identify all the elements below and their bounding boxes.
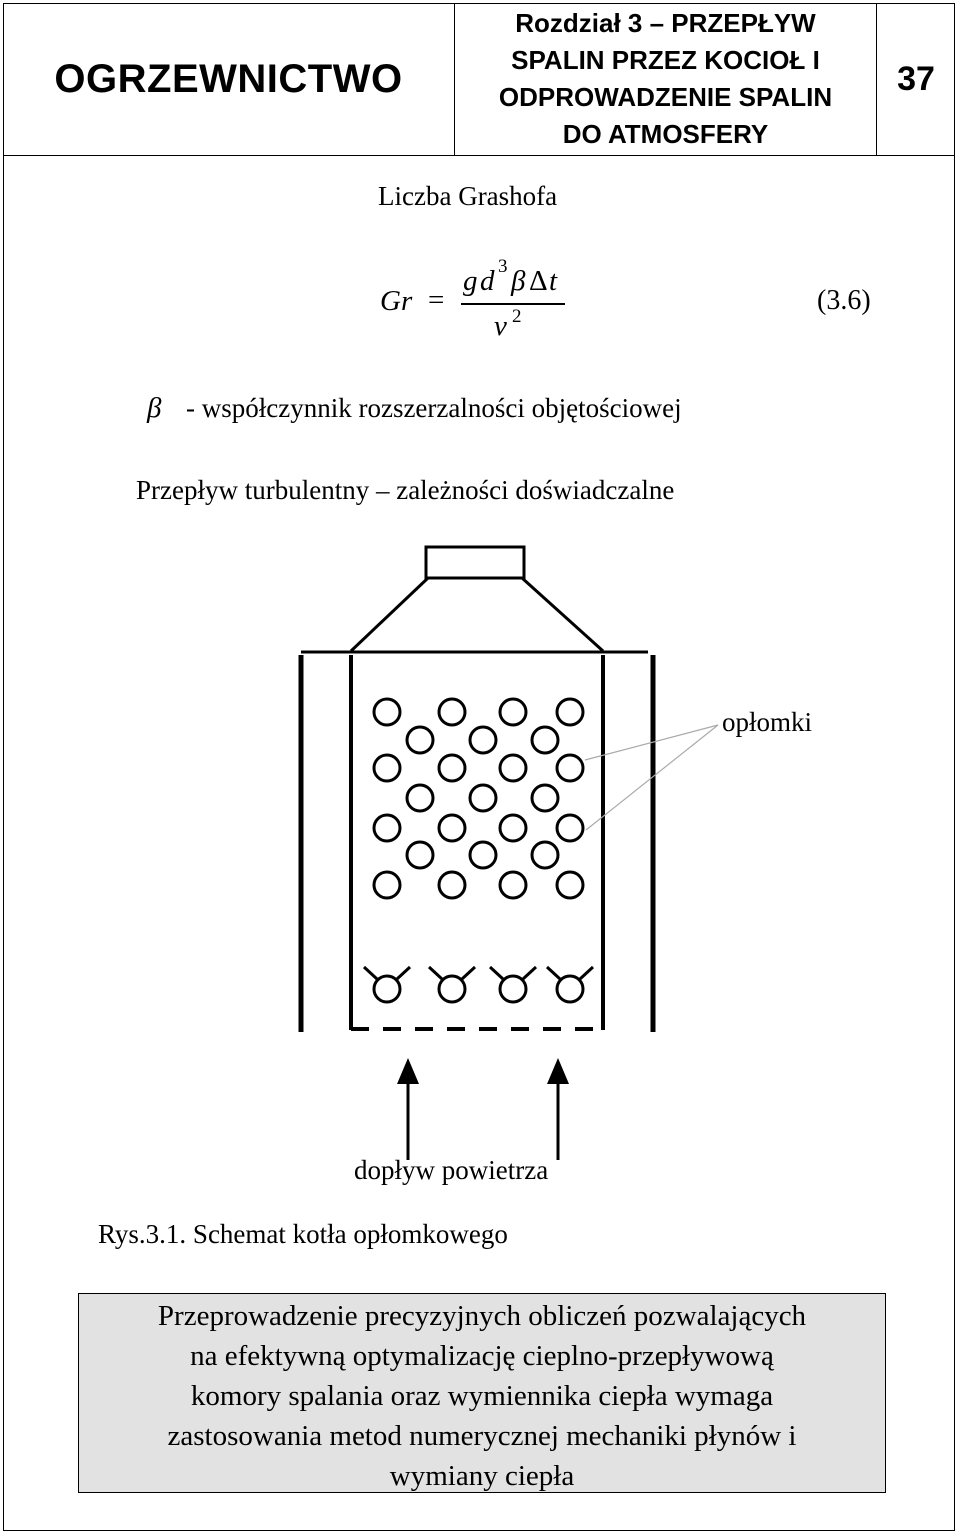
chapter-title-line: DO ATMOSFERY <box>562 119 769 149</box>
figure-caption: Rys.3.1. Schemat kotła opłomkowego <box>98 1219 508 1249</box>
grashof-heading: Liczba Grashofa <box>378 181 558 211</box>
tube <box>407 785 433 811</box>
eq-den-exp: 2 <box>512 306 522 327</box>
note-box <box>78 1293 886 1493</box>
tube <box>557 872 583 898</box>
tube <box>407 842 433 868</box>
tube <box>532 727 558 753</box>
note-line: Przeprowadzenie precyzyjnych obliczeń pozwalających <box>157 1300 807 1332</box>
air-arrow <box>547 1058 569 1160</box>
tube <box>500 872 526 898</box>
tube <box>374 699 400 725</box>
tube <box>470 727 496 753</box>
eq-num-delta: Δ <box>529 265 548 297</box>
beta-definition: - współczynnik rozszerzalności objętościowej <box>186 393 682 423</box>
tube <box>439 872 465 898</box>
eq-number: (3.6) <box>817 285 871 316</box>
burner-nozzle <box>364 967 410 1002</box>
eq-num-exp: 3 <box>498 256 508 277</box>
eq-equals: = <box>428 284 445 316</box>
tube <box>500 699 526 725</box>
tube <box>439 699 465 725</box>
air-arrow <box>397 1058 419 1160</box>
tube <box>470 842 496 868</box>
book-title: OGRZEWNICTWO <box>3 3 455 155</box>
eq-den-nu: ν <box>494 310 507 342</box>
eq-num-d: d <box>480 265 495 297</box>
tube <box>374 815 400 841</box>
chimney-cap <box>426 547 524 578</box>
tube <box>557 699 583 725</box>
tube <box>374 872 400 898</box>
hood-left-slope <box>351 578 428 651</box>
hood-right-slope <box>522 578 603 651</box>
eq-num-g: g <box>463 265 478 297</box>
tube <box>407 727 433 753</box>
tube <box>557 815 583 841</box>
tube <box>532 785 558 811</box>
eq-num-t: t <box>549 265 558 297</box>
tube <box>557 755 583 781</box>
note-line: na efektywną optymalizację cieplno-przepływową <box>190 1340 774 1372</box>
note-line: wymiany ciepła <box>389 1460 575 1492</box>
tube <box>500 815 526 841</box>
tubes-label: opłomki <box>722 707 813 737</box>
chapter-title-line: Rozdział 3 – PRZEPŁYW <box>515 8 816 38</box>
tube <box>439 815 465 841</box>
tube <box>470 785 496 811</box>
tube <box>374 755 400 781</box>
chapter-title-line: SPALIN PRZEZ KOCIOŁ I <box>511 45 820 75</box>
burner-nozzle <box>429 967 475 1002</box>
turbulent-flow-text: Przepływ turbulentny – zależności doświadczalne <box>136 475 675 505</box>
burner-nozzle <box>490 967 536 1002</box>
chapter-title-line: ODPROWADZENIE SPALIN <box>498 82 833 112</box>
tube <box>439 755 465 781</box>
tube <box>532 842 558 868</box>
eq-num-beta: β <box>511 265 526 297</box>
beta-symbol: β <box>147 392 162 424</box>
eq-lhs: Gr <box>380 285 413 317</box>
burner-nozzle <box>547 967 593 1002</box>
note-line: komory spalania oraz wymiennika ciepła wymaga <box>190 1380 774 1412</box>
page-number: 37 <box>897 59 935 98</box>
note-line: zastosowania metod numerycznej mechaniki płynów i <box>167 1420 797 1452</box>
tube <box>500 755 526 781</box>
air-inflow-label: dopływ powietrza <box>354 1155 549 1185</box>
